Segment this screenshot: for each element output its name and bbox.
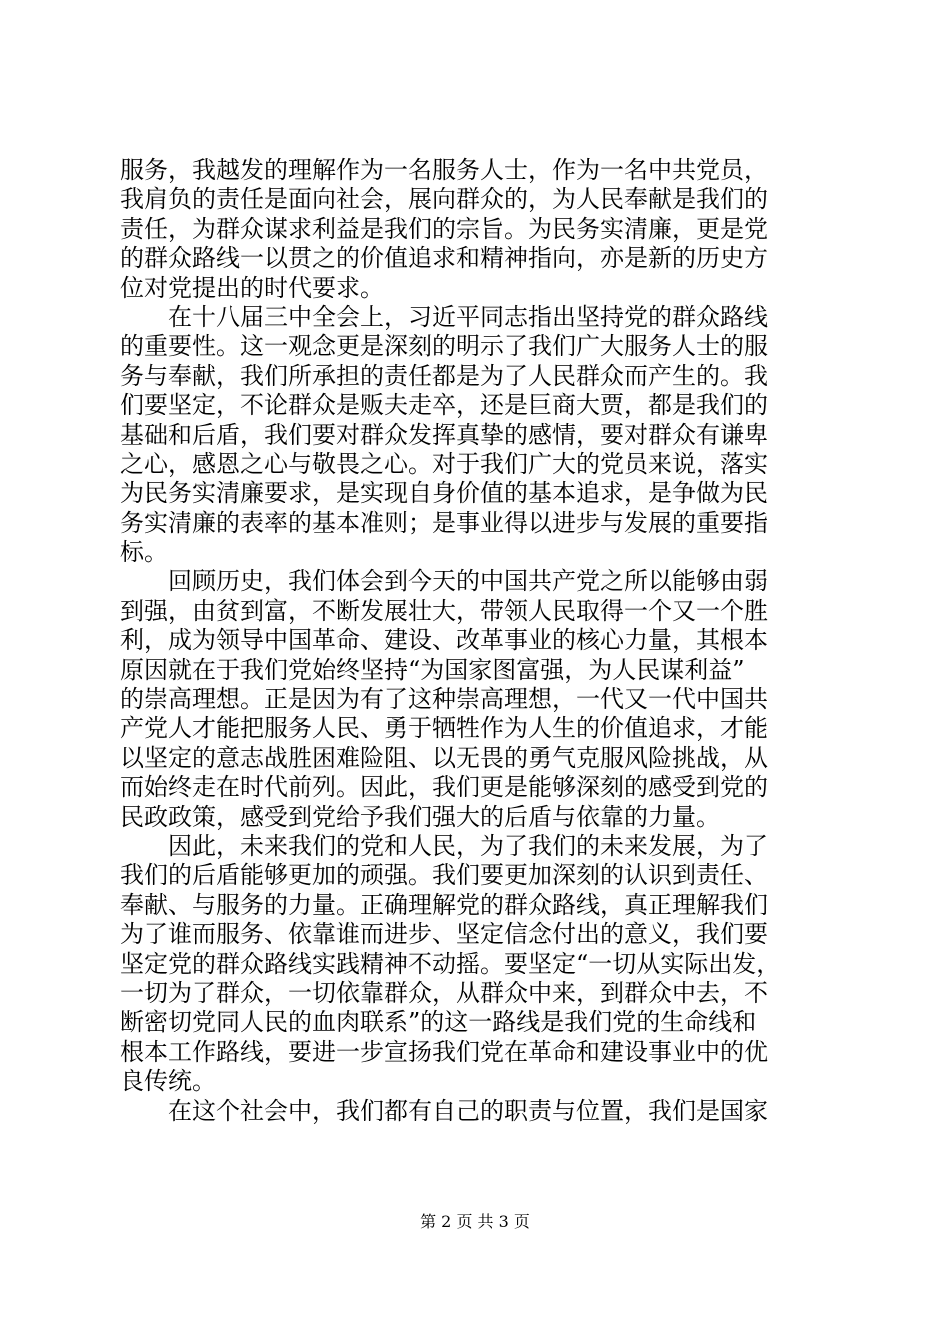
body-line: 因此，未来我们的党和人民，为了我们的未来发展，为了 (168, 831, 768, 860)
body-line: 的崇高理想。正是因为有了这种崇高理想，一代又一代中国共 (120, 685, 768, 714)
body-line: 基础和后盾，我们要对群众发挥真挚的感情，要对群众有谦卑 (120, 420, 768, 449)
body-line: 务实清廉的表率的基本准则；是事业得以进步与发展的重要指 (120, 508, 768, 537)
body-line: 产党人才能把服务人民、勇于牺牲作为人生的价值追求，才能 (120, 714, 768, 743)
body-line: 一切为了群众，一切依靠群众，从群众中来，到群众中去，不 (120, 978, 768, 1007)
body-line: 原因就在于我们党始终坚持“为国家图富强，为人民谋利益” (120, 655, 745, 684)
body-line: 的群众路线一以贯之的价值追求和精神指向，亦是新的历史方 (120, 244, 768, 273)
body-line: 为了谁而服务、依靠谁而进步、坚定信念付出的意义，我们要 (120, 920, 768, 949)
body-line: 服务，我越发的理解作为一名服务人士，作为一名中共党员， (120, 156, 768, 184)
body-line: 位对党提出的时代要求。 (120, 273, 384, 302)
page-footer: 第 2 页 共 3 页 (420, 1212, 530, 1231)
body-line: 根本工作路线，要进一步宣扬我们党在革命和建设事业中的优 (120, 1037, 768, 1066)
document-body (120, 156, 840, 1126)
body-line: 在这个社会中，我们都有自己的职责与位置，我们是国家 (168, 1096, 768, 1125)
body-line: 我们的后盾能够更加的顽强。我们要更加深刻的认识到责任、 (120, 861, 768, 890)
body-line: 良传统。 (120, 1067, 216, 1096)
body-line: 断密切党同人民的血肉联系”的这一路线是我们党的生命线和 (120, 1008, 757, 1037)
body-line: 在十八届三中全会上，习近平同志指出坚持党的群众路线 (168, 302, 768, 331)
body-line: 以坚定的意志战胜困难险阻、以无畏的勇气克服风险挑战，从 (120, 743, 768, 772)
body-line: 利，成为领导中国革命、建设、改革事业的核心力量，其根本 (120, 626, 768, 655)
body-line: 为民务实清廉要求，是实现自身价值的基本追求，是争做为民 (120, 479, 768, 508)
body-line: 回顾历史，我们体会到今天的中国共产党之所以能够由弱 (168, 567, 768, 596)
body-line: 的重要性。这一观念更是深刻的明示了我们广大服务人士的服 (120, 332, 768, 361)
body-line: 之心，感恩之心与敬畏之心。对于我们广大的党员来说，落实 (120, 449, 768, 478)
body-line: 奉献、与服务的力量。正确理解党的群众路线，真正理解我们 (120, 890, 768, 919)
body-line: 我肩负的责任是面向社会，展向群众的，为人民奉献是我们的 (120, 185, 768, 214)
body-line: 民政政策，感受到党给予我们强大的后盾与依靠的力量。 (120, 802, 720, 831)
body-line: 而始终走在时代前列。因此，我们更是能够深刻的感受到党的 (120, 773, 768, 802)
body-line: 务与奉献，我们所承担的责任都是为了人民群众而产生的。我 (120, 361, 768, 390)
body-line: 到强，由贫到富，不断发展壮大，带领人民取得一个又一个胜 (120, 596, 768, 625)
body-line: 标。 (120, 538, 168, 567)
body-line: 坚定党的群众路线实践精神不动摇。要坚定“一切从实际出发， (120, 949, 781, 978)
body-line: 们要坚定，不论群众是贩夫走卒，还是巨商大贾，都是我们的 (120, 391, 768, 420)
body-line: 责任，为群众谋求利益是我们的宗旨。为民务实清廉，更是党 (120, 214, 768, 243)
